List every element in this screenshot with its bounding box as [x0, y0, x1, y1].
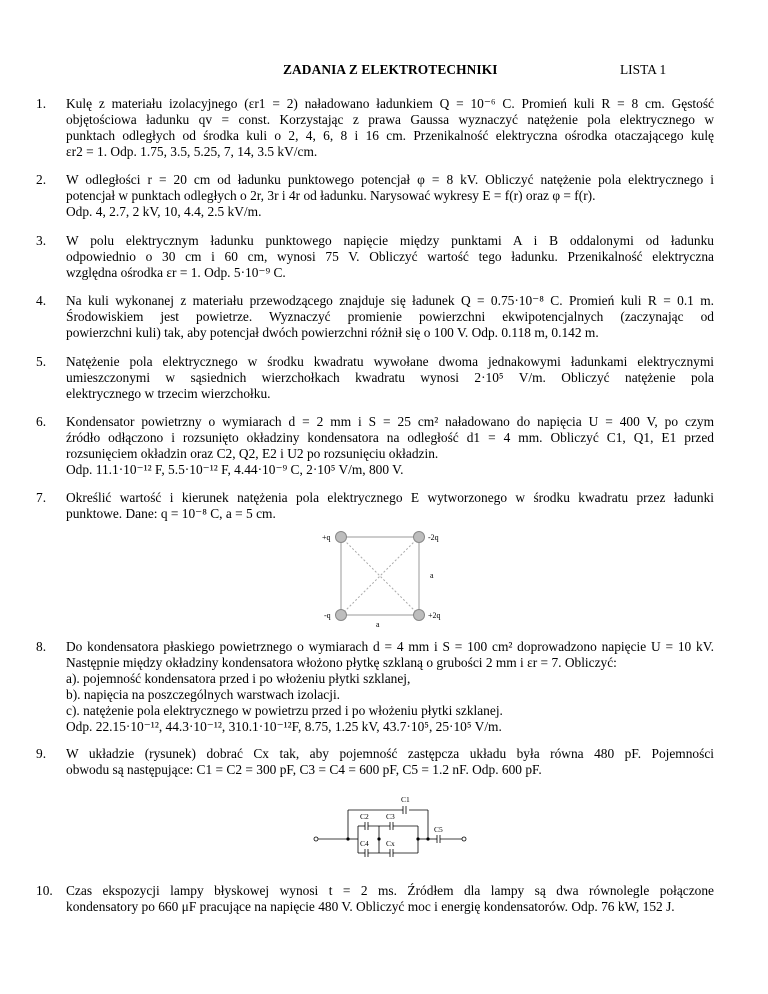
problem-line: elektrycznego w trzecim wierzchołku. [66, 386, 271, 401]
problem-line: Kulę z materiału izolacyjnego (εr1 = 2) naładowano ładunkiem Q = 10⁻⁶ C. Promień kuli R = 8 cm. Gęstość [66, 96, 714, 111]
charge-top-right [414, 532, 425, 543]
problem-line: potencjał w punktach odległych o 2r, 3r i 4r od ładunku. Narysować wykresy E = f(r) oraz φ = f(r). [66, 188, 596, 203]
problem-line: punktowe. Dane: q = 10⁻⁸ C, a = 5 cm. [66, 506, 276, 521]
document-title: ZADANIA Z ELEKTROTECHNIKI [283, 62, 498, 77]
problem-line: c). natężenie pola elektrycznego w powietrzu przed i po włożeniu płytki szklanej. [66, 703, 503, 718]
problem-line: rozsunięciem okładzin oraz C2, Q2, E2 i U2 po rozsunięciu okładzin. [66, 446, 439, 461]
problem-number: 1. [36, 96, 47, 111]
label-c1: C1 [401, 795, 410, 804]
problem-10 [36, 883, 714, 915]
problem-line: Odp. 11.1·10⁻¹² F, 5.5·10⁻¹² F, 4.44·10⁻⁹ C, 2·10⁵ V/m, 800 V. [66, 462, 404, 477]
problem-5 [36, 354, 714, 402]
problem-line: punktach odległych od środka kuli o 2, 4, 6, 8 i 16 cm. Przenikalność elektryczna ośrodka otaczającego kulę [66, 128, 714, 143]
label-c4: C4 [360, 839, 369, 848]
problem-number: 8. [36, 639, 47, 654]
label-cx: Cx [386, 839, 395, 848]
node [346, 837, 349, 840]
problem-line: Określić wartość i kierunek natężenia pola elektrycznego E wytworzonego w środku kwadratu przez ładunki [66, 490, 714, 505]
problem-line: b). napięcia na poszczególnych warstwach izolacji. [66, 687, 341, 702]
problem-2 [36, 172, 714, 220]
problem-line: W odległości r = 20 cm od ładunku punktowego potencjał φ = 8 kV. Obliczyć natężenie pola elektrycznego i [66, 172, 714, 187]
label-side-bottom: a [376, 620, 380, 629]
node [377, 837, 380, 840]
problem-line: umieszczonymi w sąsiednich wierzchołkach kwadratu wynosi 2·10⁵ V/m. Obliczyć natężenie pola [66, 370, 714, 385]
node [426, 837, 429, 840]
problem-line: Na kuli wykonanej z materiału przewodzącego znajduje się ładunek Q = 0.75·10⁻⁸ C. Promień kuli R = 0.1 m. [66, 293, 714, 308]
problem-line: W polu elektrycznym ładunku punktowego napięcie między punktami A i B oddalonymi od ładunku [66, 233, 714, 248]
problem-line: W układzie (rysunek) dobrać Cx tak, aby pojemność zastępcza układu była równa 480 pF. Pojemności [66, 746, 714, 761]
problem-number: 4. [36, 293, 47, 308]
label-bottom-left: -q [324, 611, 331, 620]
problem-number: 6. [36, 414, 47, 429]
page-header [0, 62, 768, 80]
label-top-left: +q [322, 533, 331, 542]
problem-line: Kondensator powietrzny o wymiarach d = 2 mm i S = 25 cm² naładowano do napięcia U = 400 V, po czym [66, 414, 714, 429]
problem-number: 2. [36, 172, 47, 187]
problem-line: Czas ekspozycji lampy błyskowej wynosi t = 2 ms. Źródłem dla lampy są dwa równolegle połączone [66, 883, 714, 898]
problem-number: 10. [36, 883, 53, 898]
problem-1 [36, 96, 714, 160]
problem-line: względna ośrodka εr = 1. Odp. 5·10⁻⁹ C. [66, 265, 286, 280]
node [416, 837, 419, 840]
problem-line: kondensatory po 660 μF pracujące na napięcie 480 V. Obliczyć moc i energię kondensatorów. Odp. 76 kW, 152 J. [66, 899, 675, 914]
problem-line: odpowiednio o 30 cm i 60 cm, wynosi 75 V. Obliczyć wartość tego ładunku. Przenikalność elektryczna [66, 249, 714, 264]
charge-top-left [336, 532, 347, 543]
problem-line: Odp. 4, 2.7, 2 kV, 10, 4.4, 2.5 kV/m. [66, 204, 262, 219]
problem-line: Natężenie pola elektrycznego w środku kwadratu wywołane dwoma jednakowymi ładunkami elektrycznymi [66, 354, 714, 369]
problem-line: Do kondensatora płaskiego powietrznego o wymiarach d = 4 mm i S = 100 cm² doprowadzono napięcie U = 10 kV. [66, 639, 714, 654]
list-label: LISTA 1 [620, 62, 667, 77]
problem-6 [36, 414, 714, 478]
problem-number: 7. [36, 490, 47, 505]
problem-number: 9. [36, 746, 47, 761]
problem-line: Następnie między okładziny kondensatora włożono płytkę szklaną o grubości 2 mm i εr = 7. Obliczyć: [66, 655, 617, 670]
problem-line: powierzchni kuli) tak, aby potencjał dwóch powierzchni różnił się o 100 V. Odp. 0.118 m, 0.142 m. [66, 325, 599, 340]
problem-4 [36, 293, 714, 341]
terminal-right [462, 837, 466, 841]
label-c2: C2 [360, 812, 369, 821]
problem-line: Środowiskiem jest powietrze. Wyznaczyć promienie powierzchni ekwipotencjalnych (zaczynając od [66, 309, 714, 324]
problem-line: Odp. 22.15·10⁻¹², 44.3·10⁻¹², 310.1·10⁻¹²F, 8.75, 1.25 kV, 43.7·10⁵, 25·10⁵ V/m. [66, 719, 502, 734]
problem-3 [36, 233, 714, 281]
label-top-right: -2q [428, 533, 439, 542]
problem-8 [36, 639, 714, 735]
label-c5: C5 [434, 825, 443, 834]
label-side-right: a [430, 571, 434, 580]
problem-line: a). pojemność kondensatora przed i po włożeniu płytki szklanej, [66, 671, 411, 686]
problem-number: 3. [36, 233, 47, 248]
problem-line: objętościowa ładunku qv = const. Korzystając z prawa Gaussa wyznaczyć natężenie pola elektrycznego w [66, 112, 714, 127]
problem-line: obwodu są następujące: C1 = C2 = 300 pF, C3 = C4 = 600 pF, C5 = 1.2 nF. Odp. 600 pF. [66, 762, 542, 777]
charges-square-figure [318, 526, 458, 630]
terminal-left [314, 837, 318, 841]
problem-7 [36, 490, 714, 522]
problem-number: 5. [36, 354, 47, 369]
charge-bottom-right [414, 610, 425, 621]
problem-line: źródło odłączono i rozsunięto okładziny kondensatora na odległość d1 = 4 mm. Obliczyć C1, Q1, E1 przed [66, 430, 714, 445]
charge-bottom-left [336, 610, 347, 621]
label-c3: C3 [386, 812, 395, 821]
problem-9 [36, 746, 714, 778]
label-bottom-right: +2q [428, 611, 441, 620]
capacitor-circuit-figure [300, 790, 480, 872]
problem-line: εr2 = 1. Odp. 1.75, 3.5, 5.25, 7, 14, 3.5 kV/cm. [66, 144, 318, 159]
